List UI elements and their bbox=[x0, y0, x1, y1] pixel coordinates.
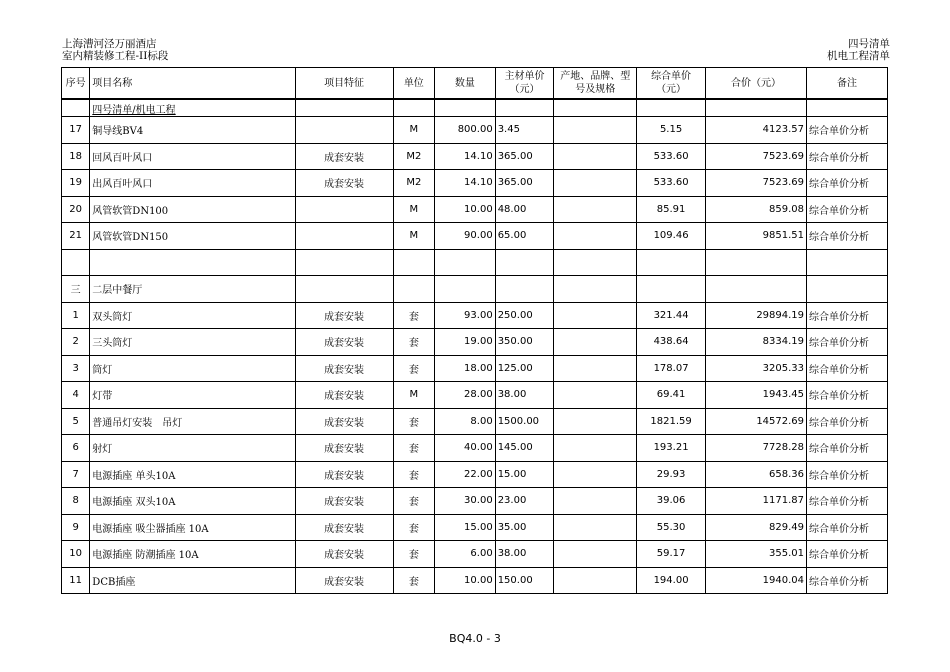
table-row bbox=[62, 382, 888, 409]
cell-remark: 综合单价分析 bbox=[807, 488, 888, 515]
cell-qty: 90.00 bbox=[435, 223, 496, 250]
cell-remark: 综合单价分析 bbox=[807, 461, 888, 488]
cell-unit: 套 bbox=[393, 329, 434, 356]
cell-feature: 成套安装 bbox=[295, 461, 393, 488]
cell-feature: 成套安装 bbox=[295, 435, 393, 462]
cell-main-price: 15.00 bbox=[495, 461, 554, 488]
cell-name: 电源插座 防潮插座 10A bbox=[90, 541, 295, 568]
cell-feature: 成套安装 bbox=[295, 488, 393, 515]
cell-qty: 10.00 bbox=[435, 567, 496, 594]
cell-main-price: 35.00 bbox=[495, 514, 554, 541]
cell-qty: 93.00 bbox=[435, 302, 496, 329]
cell-remark: 综合单价分析 bbox=[807, 408, 888, 435]
cell-qty: 22.00 bbox=[435, 461, 496, 488]
cell-comp-price: 1821.59 bbox=[637, 408, 706, 435]
cell-total: 1171.87 bbox=[705, 488, 806, 515]
cell-unit bbox=[393, 276, 434, 303]
cell-feature bbox=[295, 117, 393, 144]
cell-origin bbox=[554, 143, 637, 170]
cell-feature: 成套安装 bbox=[295, 382, 393, 409]
cell-main-price: 145.00 bbox=[495, 435, 554, 462]
cell-qty: 800.00 bbox=[435, 117, 496, 144]
cell-unit: M2 bbox=[393, 143, 434, 170]
table-row bbox=[62, 355, 888, 382]
cell-main-price bbox=[495, 276, 554, 303]
cell-remark bbox=[807, 99, 888, 117]
cell-comp-price: 39.06 bbox=[637, 488, 706, 515]
cell-remark: 综合单价分析 bbox=[807, 223, 888, 250]
cell-total: 7523.69 bbox=[705, 170, 806, 197]
cell-comp-price: 533.60 bbox=[637, 143, 706, 170]
cell-comp-price: 193.21 bbox=[637, 435, 706, 462]
cell-remark: 综合单价分析 bbox=[807, 117, 888, 144]
cell-seq: 7 bbox=[62, 461, 90, 488]
cell-name: DCB插座 bbox=[90, 567, 295, 594]
cell-seq: 10 bbox=[62, 541, 90, 568]
cell-main-price: 365.00 bbox=[495, 143, 554, 170]
cell-name: 铜导线BV4 bbox=[90, 117, 295, 144]
cell-comp-price: 438.64 bbox=[637, 329, 706, 356]
cell-remark: 综合单价分析 bbox=[807, 514, 888, 541]
cell-origin bbox=[554, 99, 637, 117]
cell-origin bbox=[554, 567, 637, 594]
cell-qty: 14.10 bbox=[435, 143, 496, 170]
cell-origin bbox=[554, 382, 637, 409]
cell-total: 8334.19 bbox=[705, 329, 806, 356]
cell-origin bbox=[554, 488, 637, 515]
cell-name: 双头筒灯 bbox=[90, 302, 295, 329]
cell-total: 1940.04 bbox=[705, 567, 806, 594]
cell-seq bbox=[62, 249, 90, 276]
project-name: 上海漕河泾万丽酒店 bbox=[62, 38, 157, 50]
cell-name: 电源插座 吸尘器插座 10A bbox=[90, 514, 295, 541]
cell-origin bbox=[554, 223, 637, 250]
cell-unit bbox=[393, 249, 434, 276]
cell-seq: 21 bbox=[62, 223, 90, 250]
table-row bbox=[62, 143, 888, 170]
cell-feature: 成套安装 bbox=[295, 408, 393, 435]
cell-total: 9851.51 bbox=[705, 223, 806, 250]
cell-origin bbox=[554, 461, 637, 488]
cell-total: 1943.45 bbox=[705, 382, 806, 409]
cell-main-price bbox=[495, 99, 554, 117]
cell-qty: 40.00 bbox=[435, 435, 496, 462]
cell-unit bbox=[393, 99, 434, 117]
cell-qty: 6.00 bbox=[435, 541, 496, 568]
table-header-row bbox=[62, 68, 888, 100]
bill-of-quantities-table bbox=[61, 67, 888, 594]
cell-seq: 9 bbox=[62, 514, 90, 541]
cell-comp-price: 533.60 bbox=[637, 170, 706, 197]
cell-qty: 28.00 bbox=[435, 382, 496, 409]
cell-feature: 成套安装 bbox=[295, 329, 393, 356]
col-origin: 产地、品牌、型号及规格 bbox=[554, 68, 637, 100]
cell-main-price: 250.00 bbox=[495, 302, 554, 329]
cell-origin bbox=[554, 249, 637, 276]
table-row bbox=[62, 223, 888, 250]
cell-comp-price bbox=[637, 276, 706, 303]
table-row bbox=[62, 276, 888, 303]
cell-comp-price: 194.00 bbox=[637, 567, 706, 594]
cell-qty: 19.00 bbox=[435, 329, 496, 356]
cell-main-price: 48.00 bbox=[495, 196, 554, 223]
project-section: 室内精装修工程-II标段 bbox=[62, 50, 169, 62]
cell-main-price: 65.00 bbox=[495, 223, 554, 250]
cell-total: 4123.57 bbox=[705, 117, 806, 144]
cell-unit: M bbox=[393, 223, 434, 250]
cell-origin bbox=[554, 435, 637, 462]
cell-seq: 11 bbox=[62, 567, 90, 594]
cell-qty: 14.10 bbox=[435, 170, 496, 197]
cell-total: 7523.69 bbox=[705, 143, 806, 170]
cell-comp-price: 55.30 bbox=[637, 514, 706, 541]
cell-total: 14572.69 bbox=[705, 408, 806, 435]
cell-name bbox=[90, 249, 295, 276]
cell-feature bbox=[295, 196, 393, 223]
table-row bbox=[62, 435, 888, 462]
cell-feature bbox=[295, 223, 393, 250]
cell-qty: 10.00 bbox=[435, 196, 496, 223]
cell-remark: 综合单价分析 bbox=[807, 302, 888, 329]
cell-name: 三头筒灯 bbox=[90, 329, 295, 356]
cell-main-price: 3.45 bbox=[495, 117, 554, 144]
cell-feature: 成套安装 bbox=[295, 567, 393, 594]
cell-remark: 综合单价分析 bbox=[807, 170, 888, 197]
cell-unit: M bbox=[393, 196, 434, 223]
table-row bbox=[62, 170, 888, 197]
col-name: 项目名称 bbox=[90, 68, 295, 100]
cell-name: 普通吊灯安装 吊灯 bbox=[90, 408, 295, 435]
cell-feature bbox=[295, 249, 393, 276]
cell-comp-price bbox=[637, 99, 706, 117]
cell-feature: 成套安装 bbox=[295, 514, 393, 541]
cell-qty: 18.00 bbox=[435, 355, 496, 382]
cell-origin bbox=[554, 196, 637, 223]
cell-name: 回风百叶风口 bbox=[90, 143, 295, 170]
cell-main-price: 150.00 bbox=[495, 567, 554, 594]
table-row bbox=[62, 302, 888, 329]
doc-header-right bbox=[827, 38, 890, 62]
cell-total bbox=[705, 276, 806, 303]
cell-unit: M2 bbox=[393, 170, 434, 197]
cell-unit: 套 bbox=[393, 488, 434, 515]
cell-feature: 成套安装 bbox=[295, 541, 393, 568]
cell-remark: 综合单价分析 bbox=[807, 143, 888, 170]
cell-origin bbox=[554, 329, 637, 356]
cell-main-price: 125.00 bbox=[495, 355, 554, 382]
cell-total: 829.49 bbox=[705, 514, 806, 541]
cell-feature: 成套安装 bbox=[295, 170, 393, 197]
cell-remark: 综合单价分析 bbox=[807, 196, 888, 223]
table-row bbox=[62, 408, 888, 435]
cell-remark: 综合单价分析 bbox=[807, 435, 888, 462]
cell-feature bbox=[295, 276, 393, 303]
cell-name: 风管软管DN100 bbox=[90, 196, 295, 223]
cell-remark: 综合单价分析 bbox=[807, 329, 888, 356]
table-row bbox=[62, 117, 888, 144]
cell-unit: M bbox=[393, 382, 434, 409]
col-seq: 序号 bbox=[62, 68, 90, 100]
cell-remark: 综合单价分析 bbox=[807, 541, 888, 568]
doc-header-left bbox=[62, 38, 168, 62]
cell-seq: 三 bbox=[62, 276, 90, 303]
col-feature: 项目特征 bbox=[295, 68, 393, 100]
cell-seq: 6 bbox=[62, 435, 90, 462]
cell-total: 3205.33 bbox=[705, 355, 806, 382]
table-row bbox=[62, 541, 888, 568]
cell-main-price bbox=[495, 249, 554, 276]
cell-seq: 17 bbox=[62, 117, 90, 144]
cell-seq: 1 bbox=[62, 302, 90, 329]
cell-total: 7728.28 bbox=[705, 435, 806, 462]
cell-origin bbox=[554, 302, 637, 329]
table-row bbox=[62, 488, 888, 515]
cell-remark: 综合单价分析 bbox=[807, 355, 888, 382]
cell-name: 射灯 bbox=[90, 435, 295, 462]
col-qty: 数量 bbox=[435, 68, 496, 100]
cell-feature bbox=[295, 99, 393, 117]
cell-origin bbox=[554, 117, 637, 144]
cell-seq: 5 bbox=[62, 408, 90, 435]
cell-seq: 8 bbox=[62, 488, 90, 515]
col-unit: 单位 bbox=[393, 68, 434, 100]
cell-remark: 综合单价分析 bbox=[807, 382, 888, 409]
cell-total bbox=[705, 249, 806, 276]
cell-name: 二层中餐厅 bbox=[90, 276, 295, 303]
cell-qty bbox=[435, 99, 496, 117]
cell-qty bbox=[435, 249, 496, 276]
col-total: 合价（元） bbox=[705, 68, 806, 100]
page-footer: BQ4.0 - 3 bbox=[449, 632, 501, 645]
col-remark: 备注 bbox=[807, 68, 888, 100]
cell-qty: 30.00 bbox=[435, 488, 496, 515]
cell-main-price: 365.00 bbox=[495, 170, 554, 197]
cell-remark bbox=[807, 276, 888, 303]
col-comp-price: 综合单价（元） bbox=[637, 68, 706, 100]
cell-comp-price: 109.46 bbox=[637, 223, 706, 250]
cell-main-price: 1500.00 bbox=[495, 408, 554, 435]
bill-title: 机电工程清单 bbox=[827, 50, 890, 62]
cell-seq: 3 bbox=[62, 355, 90, 382]
cell-seq: 2 bbox=[62, 329, 90, 356]
table-row bbox=[62, 461, 888, 488]
cell-comp-price: 59.17 bbox=[637, 541, 706, 568]
cell-total: 658.36 bbox=[705, 461, 806, 488]
cell-seq: 20 bbox=[62, 196, 90, 223]
cell-total: 29894.19 bbox=[705, 302, 806, 329]
table-row bbox=[62, 249, 888, 276]
bill-number: 四号清单 bbox=[848, 38, 890, 50]
cell-seq bbox=[62, 99, 90, 117]
cell-comp-price: 29.93 bbox=[637, 461, 706, 488]
cell-unit: 套 bbox=[393, 461, 434, 488]
cell-unit: 套 bbox=[393, 355, 434, 382]
cell-origin bbox=[554, 276, 637, 303]
section-title-row bbox=[62, 99, 888, 117]
cell-total bbox=[705, 99, 806, 117]
cell-origin bbox=[554, 355, 637, 382]
cell-unit: 套 bbox=[393, 514, 434, 541]
cell-unit: 套 bbox=[393, 435, 434, 462]
cell-comp-price: 69.41 bbox=[637, 382, 706, 409]
cell-name: 电源插座 双头10A bbox=[90, 488, 295, 515]
cell-origin bbox=[554, 408, 637, 435]
cell-feature: 成套安装 bbox=[295, 143, 393, 170]
cell-unit: 套 bbox=[393, 408, 434, 435]
cell-main-price: 38.00 bbox=[495, 541, 554, 568]
table-row bbox=[62, 196, 888, 223]
cell-seq: 18 bbox=[62, 143, 90, 170]
cell-name: 灯带 bbox=[90, 382, 295, 409]
col-main-price: 主材单价（元） bbox=[495, 68, 554, 100]
cell-comp-price bbox=[637, 249, 706, 276]
cell-comp-price: 178.07 bbox=[637, 355, 706, 382]
cell-remark: 综合单价分析 bbox=[807, 567, 888, 594]
cell-remark bbox=[807, 249, 888, 276]
cell-origin bbox=[554, 541, 637, 568]
cell-name: 电源插座 单头10A bbox=[90, 461, 295, 488]
cell-name: 筒灯 bbox=[90, 355, 295, 382]
cell-origin bbox=[554, 514, 637, 541]
cell-name: 出风百叶风口 bbox=[90, 170, 295, 197]
cell-comp-price: 321.44 bbox=[637, 302, 706, 329]
table-row bbox=[62, 514, 888, 541]
cell-qty bbox=[435, 276, 496, 303]
cell-seq: 19 bbox=[62, 170, 90, 197]
cell-total: 355.01 bbox=[705, 541, 806, 568]
cell-unit: M bbox=[393, 117, 434, 144]
cell-qty: 15.00 bbox=[435, 514, 496, 541]
table-row bbox=[62, 329, 888, 356]
table-row bbox=[62, 567, 888, 594]
cell-comp-price: 85.91 bbox=[637, 196, 706, 223]
cell-unit: 套 bbox=[393, 302, 434, 329]
cell-main-price: 23.00 bbox=[495, 488, 554, 515]
cell-main-price: 350.00 bbox=[495, 329, 554, 356]
cell-comp-price: 5.15 bbox=[637, 117, 706, 144]
cell-feature: 成套安装 bbox=[295, 355, 393, 382]
cell-unit: 套 bbox=[393, 567, 434, 594]
cell-name: 风管软管DN150 bbox=[90, 223, 295, 250]
cell-qty: 8.00 bbox=[435, 408, 496, 435]
cell-total: 859.08 bbox=[705, 196, 806, 223]
cell-origin bbox=[554, 170, 637, 197]
cell-name: 四号清单/机电工程 bbox=[90, 99, 295, 117]
cell-main-price: 38.00 bbox=[495, 382, 554, 409]
cell-seq: 4 bbox=[62, 382, 90, 409]
cell-feature: 成套安装 bbox=[295, 302, 393, 329]
cell-unit: 套 bbox=[393, 541, 434, 568]
